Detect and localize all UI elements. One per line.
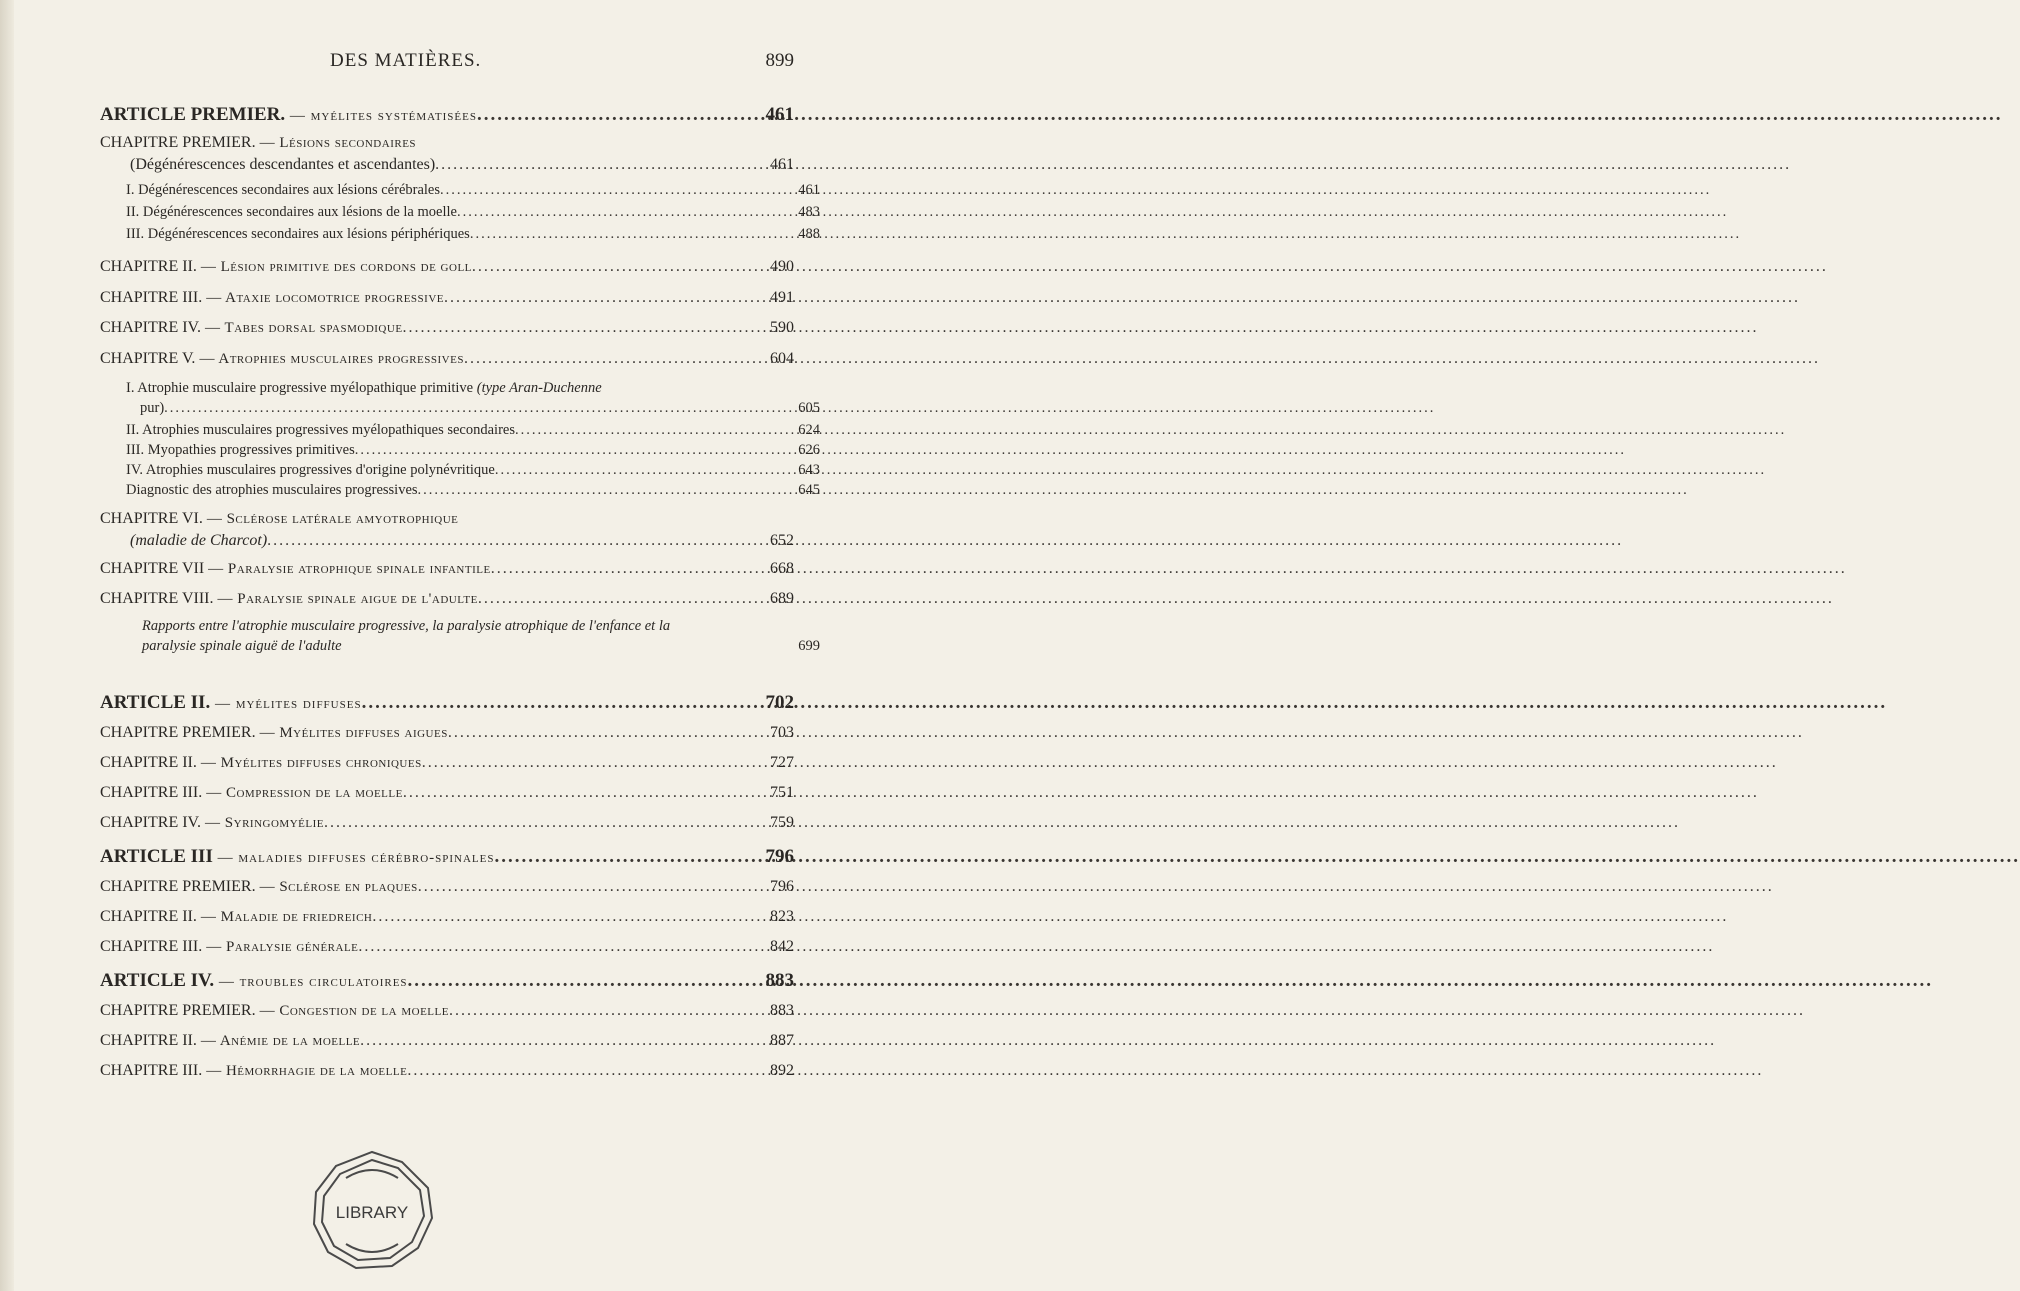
toc-entry-chapter: CHAPITRE IV. — Syringomyélie ..... 759	[100, 814, 800, 832]
toc-entry-chapter: CHAPITRE VI. — Sclérose latérale amyotrophique (maladie de Charcot) ..... 652	[100, 508, 800, 552]
page-ref: 590	[770, 319, 794, 336]
page-number: 899	[765, 50, 794, 71]
page-ref: 490	[770, 258, 794, 275]
toc-entry-article: ARTICLE II. — myélites diffuses ..... 702	[100, 692, 800, 714]
page-ref: 488	[798, 226, 820, 242]
page-ref: 699	[798, 638, 820, 654]
page-ref: 883	[770, 1002, 794, 1019]
toc-entry-chapter: CHAPITRE PREMIER. — Congestion de la moelle ..... 883	[100, 1002, 800, 1020]
toc-entry-chapter: CHAPITRE PREMIER. — Myélites diffuses aigues ..... 703	[100, 724, 800, 742]
toc-entry-item: III. Dégénérescences secondaires aux lésions périphériques ..... 488	[100, 226, 826, 243]
running-head	[100, 50, 800, 80]
toc-entry-chapter: CHAPITRE III. — Paralysie générale ..... 842	[100, 938, 800, 956]
toc-entry-item: II. Atrophies musculaires progressives myélopathiques secondaires ..... 624	[100, 422, 826, 439]
page-ref: 727	[770, 754, 794, 771]
toc-entry-chapter: CHAPITRE VIII. — Paralysie spinale aigue de l'adulte ..... 689	[100, 590, 800, 608]
library-stamp-icon	[306, 1148, 438, 1272]
page-ref: 668	[770, 560, 794, 577]
toc-entry-chapter: CHAPITRE II. — Anémie de la moelle ..... 887	[100, 1032, 800, 1050]
toc-entry-item: IV. Atrophies musculaires progressives d'origine polynévritique ..... 643	[100, 462, 826, 479]
page-ref: 823	[770, 908, 794, 925]
toc-entry-chapter: CHAPITRE II. — Lésion primitive des cordons de goll ..... 490	[100, 258, 800, 276]
toc-entry-item: I. Dégénérescences secondaires aux lésions cérébrales ..... 461	[100, 182, 826, 199]
running-head-title: DES MATIÈRES.	[330, 50, 482, 71]
page-ref: 461	[798, 182, 820, 198]
page-ref: 703	[770, 724, 794, 741]
page-ref: 689	[770, 590, 794, 607]
toc-entry-chapter: CHAPITRE PREMIER. — Lésions secondaires (Dégénérescences descendantes et ascendantes) ..... 461	[100, 132, 800, 176]
page-ref: 883	[765, 970, 794, 991]
page-ref: 796	[770, 878, 794, 895]
page-ref: 645	[798, 482, 820, 498]
toc-entry-chapter: CHAPITRE III. — Hémorrhagie de la moelle ..... 892	[100, 1062, 800, 1080]
page-ref: 887	[770, 1032, 794, 1049]
toc-entry-chapter: CHAPITRE III. — Ataxie locomotrice progressive ..... 491	[100, 289, 800, 307]
toc-entry-chapter: CHAPITRE VII — Paralysie atrophique spinale infantile ..... 668	[100, 560, 800, 578]
toc-entry-item: I. Atrophie musculaire progressive myélopathique primitive (type Aran-Duchenne pur) ..... 605	[100, 378, 826, 418]
page-ref: 626	[798, 442, 820, 458]
toc-entry-chapter: CHAPITRE IV. — Tabes dorsal spasmodique ..... 590	[100, 319, 800, 337]
toc-entry-item: III. Myopathies progressives primitives ..... 626	[100, 442, 826, 459]
page-ref: 643	[798, 462, 820, 478]
page-ref: 624	[798, 422, 820, 438]
page-ref: 702	[765, 692, 794, 713]
toc-entry-item: Diagnostic des atrophies musculaires progressives ..... 645	[100, 482, 826, 499]
toc-entry-chapter: CHAPITRE II. — Myélites diffuses chroniques ..... 727	[100, 754, 800, 772]
toc-entry-chapter: CHAPITRE III. — Compression de la moelle ..... 751	[100, 784, 800, 802]
stamp-text: LIBRARY	[335, 1203, 409, 1222]
toc-entry-article: ARTICLE III — maladies diffuses cérébro-spinales ..... 796	[100, 846, 800, 868]
page-ref: 461	[770, 156, 794, 173]
page-ref: 796	[765, 846, 794, 867]
page-ref: 605	[798, 400, 820, 416]
toc-entry-chapter: CHAPITRE V. — Atrophies musculaires progressives ..... 604	[100, 350, 800, 368]
page-edge	[0, 0, 14, 1291]
page-ref: 842	[770, 938, 794, 955]
toc-entry-item: II. Dégénérescences secondaires aux lésions de la moelle ..... 483	[100, 204, 826, 221]
toc-entry-chapter: CHAPITRE PREMIER. — Sclérose en plaques ..... 796	[100, 878, 800, 896]
page-ref: 491	[770, 289, 794, 306]
toc-entry-note: Rapports entre l'atrophie musculaire progressive, la paralysie atrophique de l'enfance et la paralysie spinale aiguë de l'adulte 699	[142, 618, 820, 654]
page-ref: 604	[770, 350, 794, 367]
page-ref: 892	[770, 1062, 794, 1079]
page-ref: 751	[770, 784, 794, 801]
page-ref: 461	[765, 104, 794, 125]
toc-entry-article: ARTICLE PREMIER. — myélites systématisées ..... 461	[100, 104, 800, 126]
toc-entry-article: ARTICLE IV. — troubles circulatoires ..... 883	[100, 970, 800, 992]
toc-entry-chapter: CHAPITRE II. — Maladie de friedreich ..... 823	[100, 908, 800, 926]
library-stamp-graphic	[306, 1148, 438, 1272]
page-ref: 652	[770, 532, 794, 549]
page-ref: 759	[770, 814, 794, 831]
page-ref: 483	[798, 204, 820, 220]
